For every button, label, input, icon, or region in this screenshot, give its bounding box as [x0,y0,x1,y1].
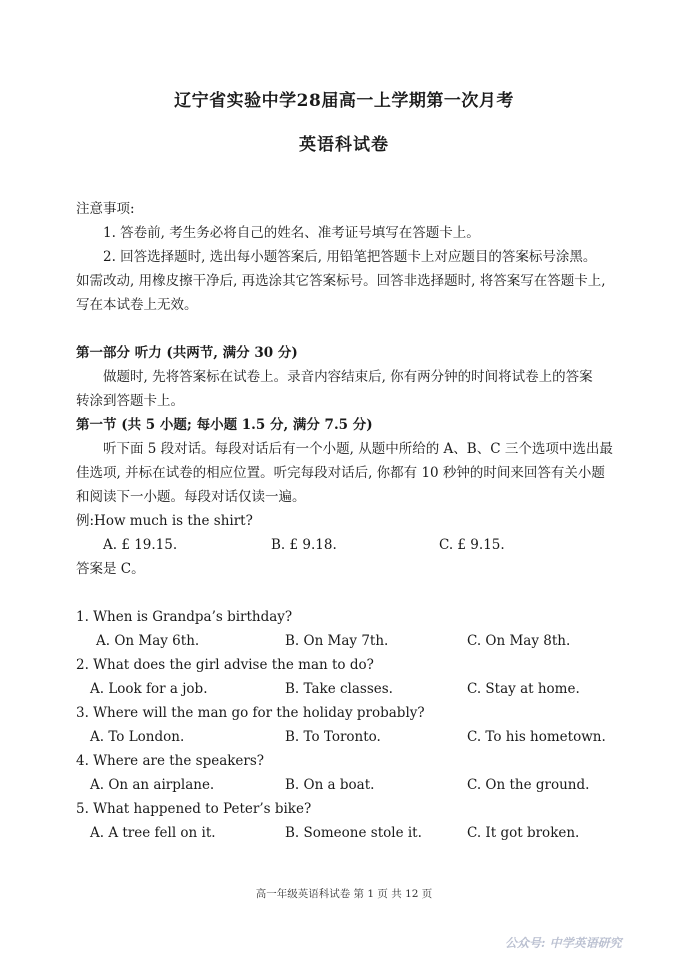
question-3-option-a: A. To London. [90,729,185,745]
part1-heading: 第一部分 听力 (共两节, 满分 30 分) [76,345,298,361]
question-2-option-a: A. Look for a job. [90,681,208,697]
exam-title: 辽宁省实验中学28届高一上学期第一次月考 [174,91,514,111]
note-2a: 2. 回答选择题时, 选出每小题答案后, 用铅笔把答题卡上对应题目的答案标号涂黑。 [103,249,597,265]
watermark: 公众号: 中学英语研究 [505,936,622,950]
part1-intro-a: 做题时, 先将答案标在试卷上。录音内容结束后, 你有两分钟的时间将试卷上的答案 [103,369,593,385]
section1-intro-b: 佳选项, 并标在试卷的相应位置。听完每段对话后, 你都有 10 秒钟的时间来回答有关小题 [76,465,605,481]
notes-heading: 注意事项: [76,201,135,217]
section1-intro-c: 和阅读下一小题。每段对话仅读一遍。 [76,489,306,505]
question-3: 3. Where will the man go for the holiday probably? [76,705,425,721]
note-2b: 如需改动, 用橡皮擦干净后, 再选涂其它答案标号。回答非选择题时, 将答案写在答题卡上, [76,273,606,289]
question-2-option-c: C. Stay at home. [467,681,580,697]
question-1-option-b: B. On May 7th. [285,633,389,649]
question-1-option-a: A. On May 6th. [96,633,200,649]
question-4-option-a: A. On an airplane. [90,777,215,793]
question-3-option-b: B. To Toronto. [285,729,381,745]
note-1: 1. 答卷前, 考生务必将自己的姓名、准考证号填写在答题卡上。 [103,225,480,241]
question-5-option-c: C. It got broken. [467,825,580,841]
example-answer: 答案是 C。 [76,561,145,577]
exam-subtitle: 英语科试卷 [299,135,389,155]
question-4-option-b: B. On a boat. [285,777,375,793]
section1-heading: 第一节 (共 5 小题; 每小题 1.5 分, 满分 7.5 分) [76,417,373,433]
question-5: 5. What happened to Peter’s bike? [76,801,312,817]
question-2: 2. What does the girl advise the man to do? [76,657,374,673]
question-5-option-b: B. Someone stole it. [285,825,422,841]
example-option-a: A. £ 19.15. [103,537,178,553]
question-5-option-a: A. A tree fell on it. [90,825,216,841]
part1-intro-b: 转涂到答题卡上。 [76,393,184,409]
question-1-option-c: C. On May 8th. [467,633,571,649]
example-option-b: B. £ 9.18. [271,537,337,553]
question-4-option-c: C. On the ground. [467,777,590,793]
note-2c: 写在本试卷上无效。 [76,297,198,313]
question-3-option-c: C. To his hometown. [467,729,606,745]
page-footer: 高一年级英语科试卷 第 1 页 共 12 页 [255,888,433,900]
section1-intro-a: 听下面 5 段对话。每段对话后有一个小题, 从题中所给的 A、B、C 三个选项中选出最 [103,441,613,457]
question-2-option-b: B. Take classes. [285,681,393,697]
question-4: 4. Where are the speakers? [76,753,265,769]
example-option-c: C. £ 9.15. [439,537,505,553]
example-question: 例:How much is the shirt? [76,513,253,529]
question-1: 1. When is Grandpa’s birthday? [76,609,293,625]
